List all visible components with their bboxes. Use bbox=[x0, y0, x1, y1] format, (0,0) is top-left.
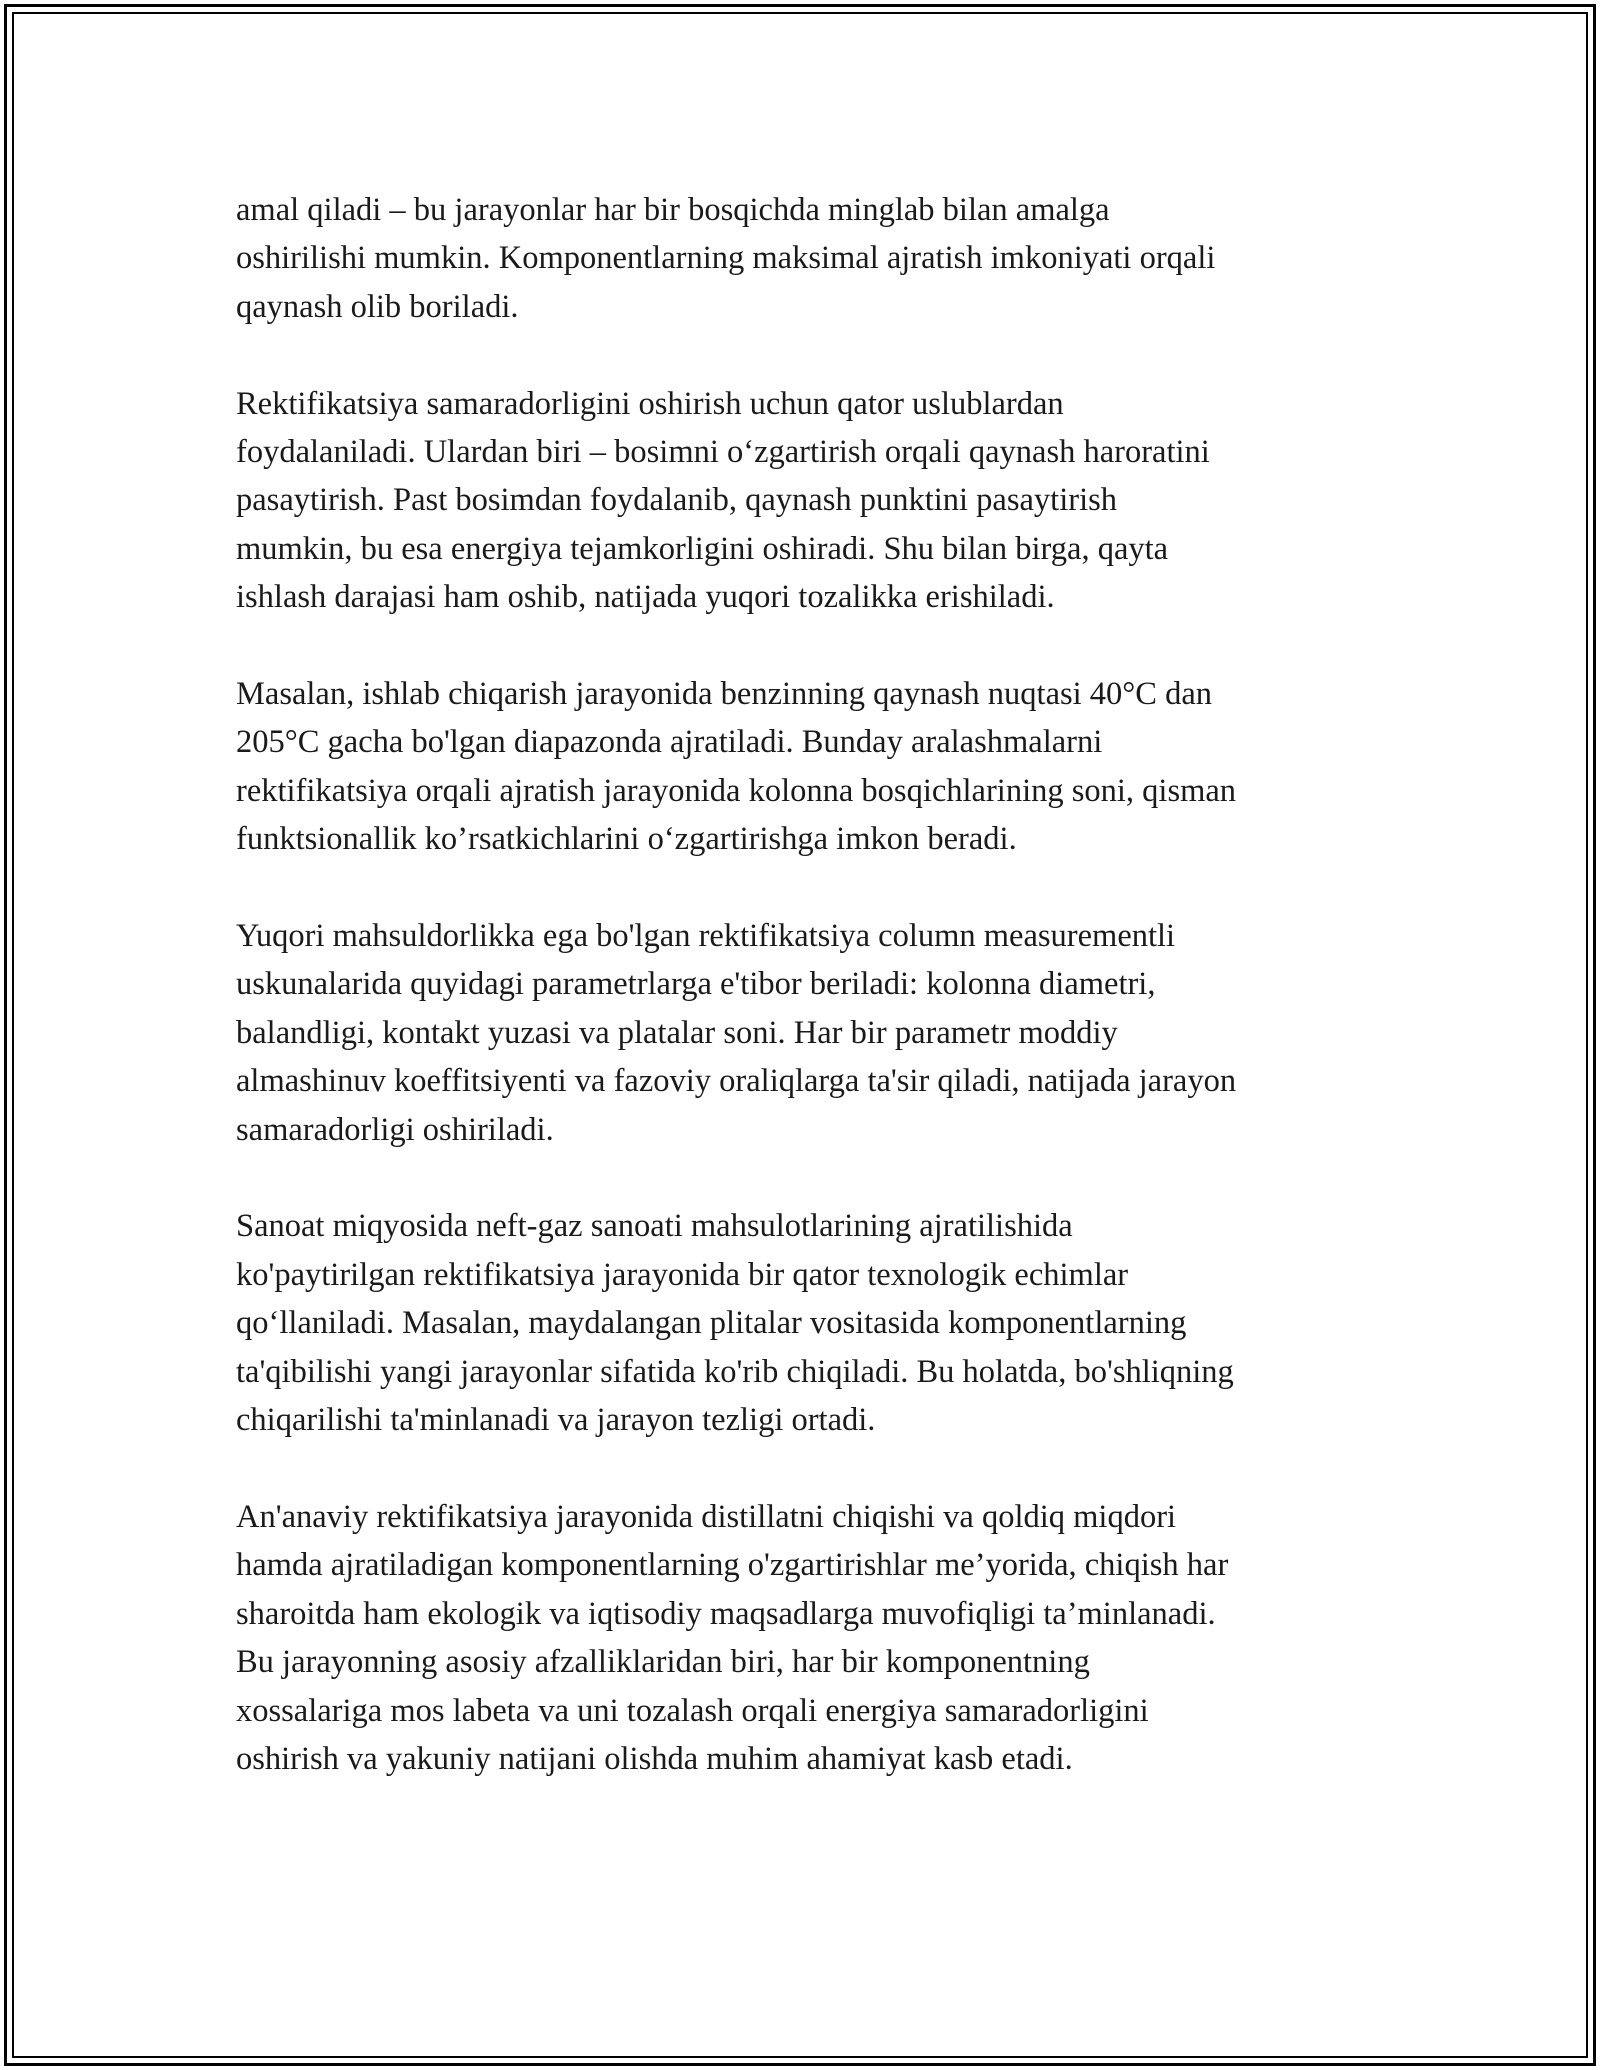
text-line: pasaytirish. Past bosimdan foydalanib, qaynash punktini pasaytirish bbox=[236, 482, 1117, 519]
text-line: funktsionallik ko’rsatkichlarini o‘zgartirishga imkon beradi. bbox=[236, 821, 1017, 858]
text-line: xossalariga mos labeta va uni tozalash orqali energiya samaradorligini bbox=[236, 1692, 1149, 1729]
paragraph-1 bbox=[236, 186, 1376, 331]
text-line: uskunalarida quyidagi parametrlarga e'tibor beriladi: kolonna diametri, bbox=[236, 966, 1156, 1003]
text-line: rektifikatsiya orqali ajratish jarayonida kolonna bosqichlarining soni, qisman bbox=[236, 772, 1237, 809]
text-line: sharoitda ham ekologik va iqtisodiy maqsadlarga muvofiqligi ta’minlanadi. bbox=[236, 1595, 1216, 1632]
text-line: almashinuv koeffitsiyenti va fazoviy oraliqlarga ta'sir qiladi, natijada jarayon bbox=[236, 1063, 1237, 1100]
text-line: An'anaviy rektifikatsiya jarayonida distillatni chiqishi va qoldiq miqdori bbox=[236, 1498, 1177, 1535]
text-line: samaradorligi oshiriladi. bbox=[236, 1111, 554, 1148]
text-line: ishlash darajasi ham oshib, natijada yuqori tozalikka erishiladi. bbox=[236, 579, 1055, 616]
paragraph-5 bbox=[236, 1202, 1376, 1444]
text-line: ta'qibilishi yangi jarayonlar sifatida ko'rib chiqiladi. Bu holatda, bo'shliqning bbox=[236, 1353, 1234, 1390]
text-line: Rektifikatsiya samaradorligini oshirish uchun qator uslublardan bbox=[236, 385, 1064, 422]
text-line: foydalaniladi. Ulardan biri – bosimni o‘zgartirish orqali qaynash haroratini bbox=[236, 434, 1210, 471]
paragraph-4 bbox=[236, 912, 1376, 1154]
text-line: mumkin, bu esa energiya tejamkorligini oshiradi. Shu bilan birga, qayta bbox=[236, 530, 1169, 567]
text-line: Masalan, ishlab chiqarish jarayonida benzinning qaynash nuqtasi 40°C dan bbox=[236, 676, 1213, 713]
paragraph-3 bbox=[236, 670, 1376, 864]
text-line: qo‘llaniladi. Masalan, maydalangan plitalar vositasida komponentlarning bbox=[236, 1305, 1187, 1342]
text-line: hamda ajratiladigan komponentlarning o'zgartirishlar me’yorida, chiqish har bbox=[236, 1547, 1229, 1584]
text-line: Bu jarayonning asosiy afzalliklaridan biri, har bir komponentning bbox=[236, 1644, 1090, 1681]
text-line: ko'paytirilgan rektifikatsiya jarayonida bir qator texnologik echimlar bbox=[236, 1256, 1129, 1293]
text-line: oshirilishi mumkin. Komponentlarning maksimal ajratish imkoniyati orqali bbox=[236, 240, 1216, 277]
text-line: Sanoat miqyosida neft-gaz sanoati mahsulotlarining ajratilishida bbox=[236, 1208, 1073, 1245]
document-body bbox=[236, 186, 1376, 1832]
paragraph-2 bbox=[236, 380, 1376, 622]
text-line: oshirish va yakuniy natijani olishda muhim ahamiyat kasb etadi. bbox=[236, 1740, 1073, 1777]
text-line: balandligi, kontakt yuzasi va platalar soni. Har bir parametr moddiy bbox=[236, 1014, 1118, 1051]
text-line: 205°C gacha bo'lgan diapazonda ajratiladi. Bunday aralashmalarni bbox=[236, 724, 1103, 761]
paragraph-6 bbox=[236, 1493, 1376, 1783]
text-line: qaynash olib boriladi. bbox=[236, 288, 519, 325]
text-line: chiqarilishi ta'minlanadi va jarayon tezligi ortadi. bbox=[236, 1402, 876, 1439]
text-line: Yuqori mahsuldorlikka ega bo'lgan rektifikatsiya column measurementli bbox=[236, 918, 1176, 955]
text-line: amal qiladi – bu jarayonlar har bir bosqichda minglab bilan amalga bbox=[236, 192, 1110, 228]
